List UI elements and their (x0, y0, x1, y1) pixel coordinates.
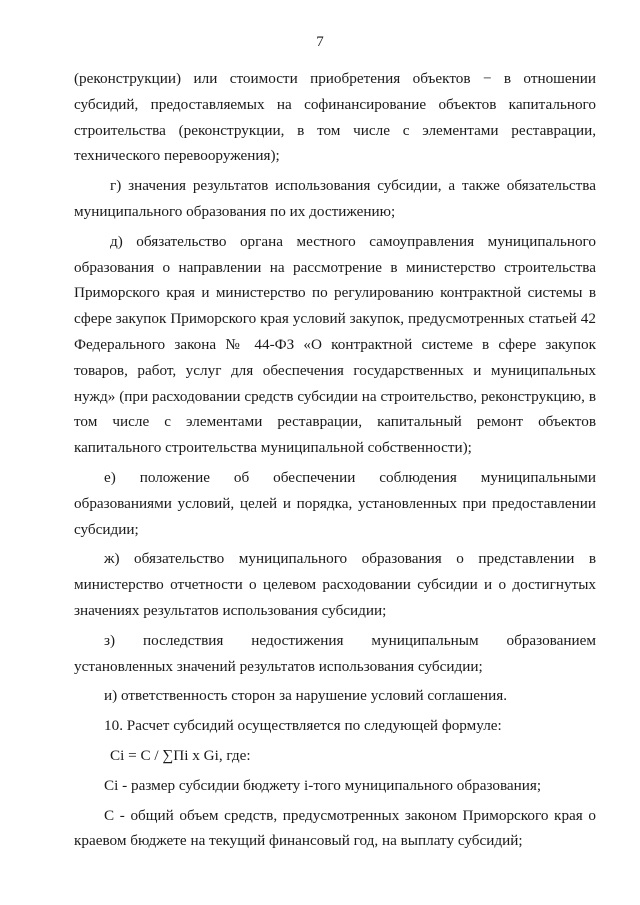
paragraph-item-i: и) ответственность сторон за нарушение условий соглашения. (104, 687, 508, 705)
paragraph-item-zh: ж) обязательство муниципального образования о представлении в министерство отчетности о целевом расходовании субсидии и о достигнутых значениях результатов использования субсидии; (74, 550, 596, 619)
definition-c: C - общий объем средств, предусмотренных законом Приморского края о краевом бюджете на текущий финансовый год, на выплату субсидий; (74, 806, 596, 850)
page-number: 7 (316, 34, 324, 50)
definition-ci: Ci - размер субсидии бюджету i-того муниципального образования; (104, 776, 542, 794)
paragraph-continuation: (реконструкции) или стоимости приобретения объектов − в отношении субсидий, предоставляемых на софинансирование объектов капитального строительства (реконструкции, в том числе с элементами реставрации, технического перевооружения); (74, 70, 596, 165)
formula: Ci = C / ∑Пi x Gi, где: (110, 746, 251, 764)
paragraph-item-e: е) положение об обеспечении соблюдения муниципальными образованиями условий, целей и порядка, установленных при предоставлении субсидии; (74, 468, 596, 538)
paragraph-section-10: 10. Расчет субсидий осуществляется по следующей формуле: (104, 717, 502, 735)
paragraph-item-z: з) последствия недостижения муниципальным образованием установленных значений результатов использования субсидии; (74, 631, 596, 675)
paragraph-item-d: д) обязательство органа местного самоуправления муниципального образования о направлении на рассмотрение в министерство строительства Приморского края и министерство по регулированию контрактной системы в сфере закупок Приморского края условий закупок, предусмотренных статьей 42 Федерального закона № 44-ФЗ «О контрактной системе в сфере закупок товаров, работ, услуг для обеспечения государственных и муниципальных нужд» (при расходовании средств субсидии на строительство, реконструкцию, в том числе с элементами реставрации, капитальный ремонт объектов капитального строительства муниципальной собственности); (74, 232, 596, 457)
paragraph-item-g: г) значения результатов использования субсидии, а также обязательства муниципального образования по их достижению; (74, 177, 596, 220)
document-body (74, 66, 596, 854)
